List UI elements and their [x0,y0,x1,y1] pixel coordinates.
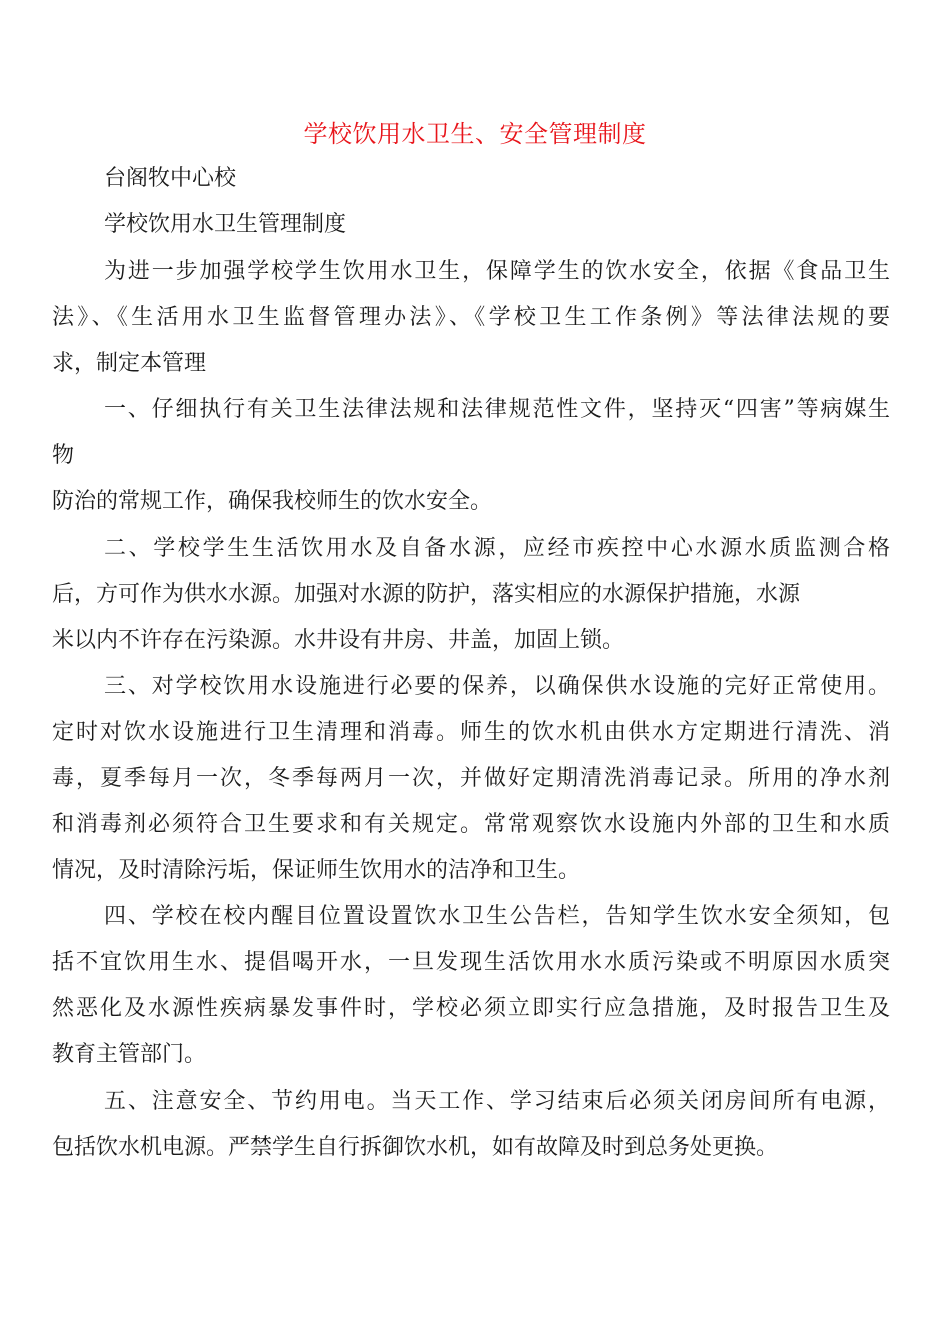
document-subtitle: 学校饮用水卫生管理制度 [104,212,347,237]
paragraph-line: 米以内不许存在污染源。水井设有井房、井盖，加固上锁。 [52,628,625,653]
school-name: 台阁牧中心校 [104,166,237,191]
paragraph-line: 五、注意安全、节约用电。当天工作、学习结束后必须关闭房间所有电源， [104,1089,890,1114]
paragraph-line: 教育主管部门。 [52,1042,207,1067]
paragraph-line: 毒，夏季每月一次，冬季每两月一次，并做好定期清洗消毒记录。所用的净水剂 [52,766,890,791]
paragraph-line: 法》、《生活用水卫生监督管理办法》、《学校卫生工作条例》等法律法规的要 [52,305,890,330]
paragraph-line: 然恶化及水源性疾病暴发事件时，学校必须立即实行应急措施，及时报告卫生及 [52,996,890,1021]
paragraph-line: 括不宜饮用生水、提倡喝开水，一旦发现生活饮用水水质污染或不明原因水质突 [52,950,890,975]
paragraph-line: 求，制定本管理 [52,351,207,376]
document-title: 学校饮用水卫生、安全管理制度 [303,120,647,148]
paragraph-line: 定时对饮水设施进行卫生清理和消毒。师生的饮水机由供水方定期进行清洗、消 [52,720,890,745]
paragraph-line: 和消毒剂必须符合卫生要求和有关规定。常常观察饮水设施内外部的卫生和水质 [52,812,890,837]
paragraph-line: 为进一步加强学校学生饮用水卫生，保障学生的饮水安全，依据《食品卫生 [104,259,890,284]
paragraph-line: 一、仔细执行有关卫生法律法规和法律规范性文件，坚持灭“四害”等病媒生 [104,397,890,422]
paragraph-line: 包括饮水机电源。严禁学生自行拆御饮水机，如有故障及时到总务处更换。 [52,1135,779,1160]
paragraph-line: 防治的常规工作，确保我校师生的饮水安全。 [52,489,493,514]
paragraph-line: 三、对学校饮用水设施进行必要的保养，以确保供水设施的完好正常使用。 [104,674,890,699]
paragraph-line: 物 [52,443,75,468]
paragraph-line: 四、学校在校内醒目位置设置饮水卫生公告栏，告知学生饮水安全须知，包 [104,904,890,929]
paragraph-line: 二、学校学生生活饮用水及自备水源，应经市疾控中心水源水质监测合格 [104,536,890,561]
paragraph-line: 后，方可作为供水水源。加强对水源的防护，落实相应的水源保护措施，水源 [52,582,801,607]
paragraph-line: 情况，及时清除污垢，保证师生饮用水的洁净和卫生。 [52,858,581,883]
